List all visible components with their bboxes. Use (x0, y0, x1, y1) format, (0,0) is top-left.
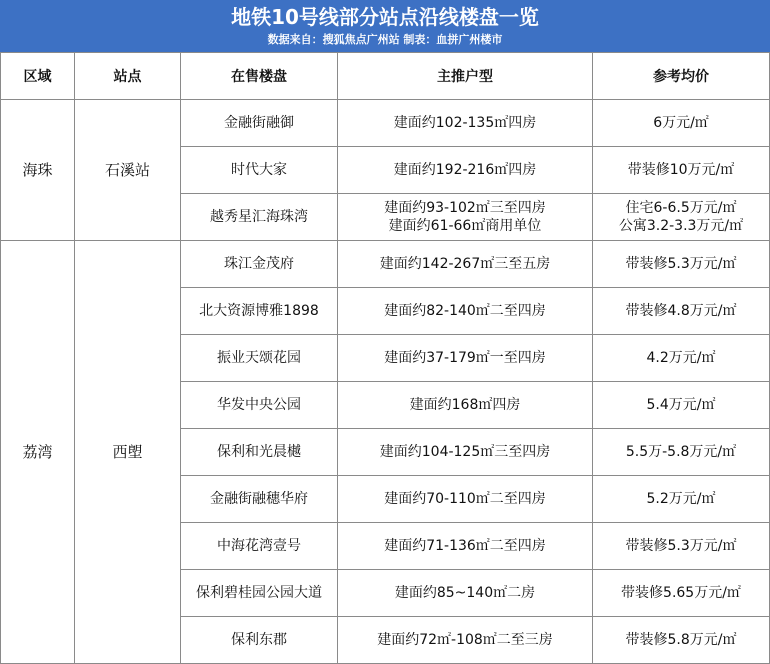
col-header-layout: 主推户型 (338, 53, 593, 100)
table-header-row (1, 53, 770, 100)
project-cell: 越秀星汇海珠湾 (181, 194, 338, 241)
project-cell: 保利和光晨樾 (181, 429, 338, 476)
station-cell: 石溪站 (75, 100, 181, 241)
price-cell (593, 335, 770, 382)
layout-cell (338, 523, 593, 570)
layout-text: 建面约102-135㎡四房 (393, 115, 537, 131)
project-cell: 金融街融御 (181, 100, 338, 147)
price-cell (593, 523, 770, 570)
layout-cell (338, 100, 593, 147)
price-cell (593, 100, 770, 147)
price-text: 带装修5.8万元/㎡ (625, 632, 737, 648)
price-text: 带装修5.3万元/㎡ (625, 538, 737, 554)
project-cell: 珠江金茂府 (181, 241, 338, 288)
price-cell (593, 241, 770, 288)
project-cell: 振业天颂花园 (181, 335, 338, 382)
project-cell: 中海花湾壹号 (181, 523, 338, 570)
table-row (1, 241, 770, 288)
price-cell (593, 147, 770, 194)
header-banner (0, 0, 770, 52)
region-cell: 海珠 (1, 100, 75, 241)
layout-text: 建面约70-110㎡二至四房 (384, 491, 546, 507)
table-body (1, 100, 770, 664)
page-title: 地铁10号线部分站点沿线楼盘一览 (231, 5, 539, 29)
project-cell: 北大资源博雅1898 (181, 288, 338, 335)
layout-text: 建面约93-102㎡三至四房 (384, 200, 546, 216)
layout-cell (338, 241, 593, 288)
price-cell (593, 382, 770, 429)
price-text: 5.4万元/㎡ (646, 397, 716, 413)
source-line: 数据来自：搜狐焦点广州站 制表：血拼广州楼市 (267, 33, 503, 46)
price-cell (593, 570, 770, 617)
price-text: 公寓3.2-3.3万元/㎡ (618, 218, 744, 234)
layout-cell (338, 429, 593, 476)
layout-cell (338, 382, 593, 429)
layout-text: 建面约37-179㎡一至四房 (384, 350, 546, 366)
price-text: 6万元/㎡ (653, 115, 709, 131)
price-cell (593, 476, 770, 523)
layout-text: 建面约82-140㎡二至四房 (384, 303, 546, 319)
layout-cell (338, 335, 593, 382)
price-text: 4.2万元/㎡ (646, 350, 716, 366)
table-row (1, 100, 770, 147)
price-cell (593, 429, 770, 476)
region-cell: 荔湾 (1, 241, 75, 664)
price-cell (593, 194, 770, 241)
price-text: 带装修5.65万元/㎡ (621, 585, 741, 601)
layout-text: 建面约85~140㎡二房 (394, 585, 536, 601)
layout-cell (338, 617, 593, 664)
col-header-region: 区域 (1, 53, 75, 100)
layout-text: 建面约168㎡四房 (409, 397, 521, 413)
project-cell: 保利东郡 (181, 617, 338, 664)
col-header-price: 参考均价 (593, 53, 770, 100)
project-cell: 华发中央公园 (181, 382, 338, 429)
col-header-station: 站点 (75, 53, 181, 100)
layout-cell (338, 288, 593, 335)
layout-text: 建面约192-216㎡四房 (393, 162, 537, 178)
layout-text: 建面约61-66㎡商用单位 (388, 218, 542, 234)
price-text: 带装修10万元/㎡ (627, 162, 735, 178)
price-cell (593, 617, 770, 664)
project-cell: 保利碧桂园公园大道 (181, 570, 338, 617)
price-text: 住宅6-6.5万元/㎡ (625, 200, 737, 216)
price-text: 带装修4.8万元/㎡ (625, 303, 737, 319)
layout-cell (338, 194, 593, 241)
project-cell: 时代大家 (181, 147, 338, 194)
layout-cell (338, 476, 593, 523)
price-text: 5.2万元/㎡ (646, 491, 716, 507)
station-cell: 西塱 (75, 241, 181, 664)
price-cell (593, 288, 770, 335)
layout-cell (338, 147, 593, 194)
layout-text: 建面约71-136㎡二至四房 (384, 538, 546, 554)
price-text: 带装修5.3万元/㎡ (625, 256, 737, 272)
layout-text: 建面约142-267㎡三至五房 (379, 256, 551, 272)
layout-cell (338, 570, 593, 617)
layout-text: 建面约72㎡-108㎡二至三房 (377, 632, 553, 648)
layout-text: 建面约104-125㎡三至四房 (379, 444, 551, 460)
price-text: 5.5万-5.8万元/㎡ (625, 444, 737, 460)
col-header-project: 在售楼盘 (181, 53, 338, 100)
listings-table (0, 52, 770, 664)
project-cell: 金融街融穗华府 (181, 476, 338, 523)
